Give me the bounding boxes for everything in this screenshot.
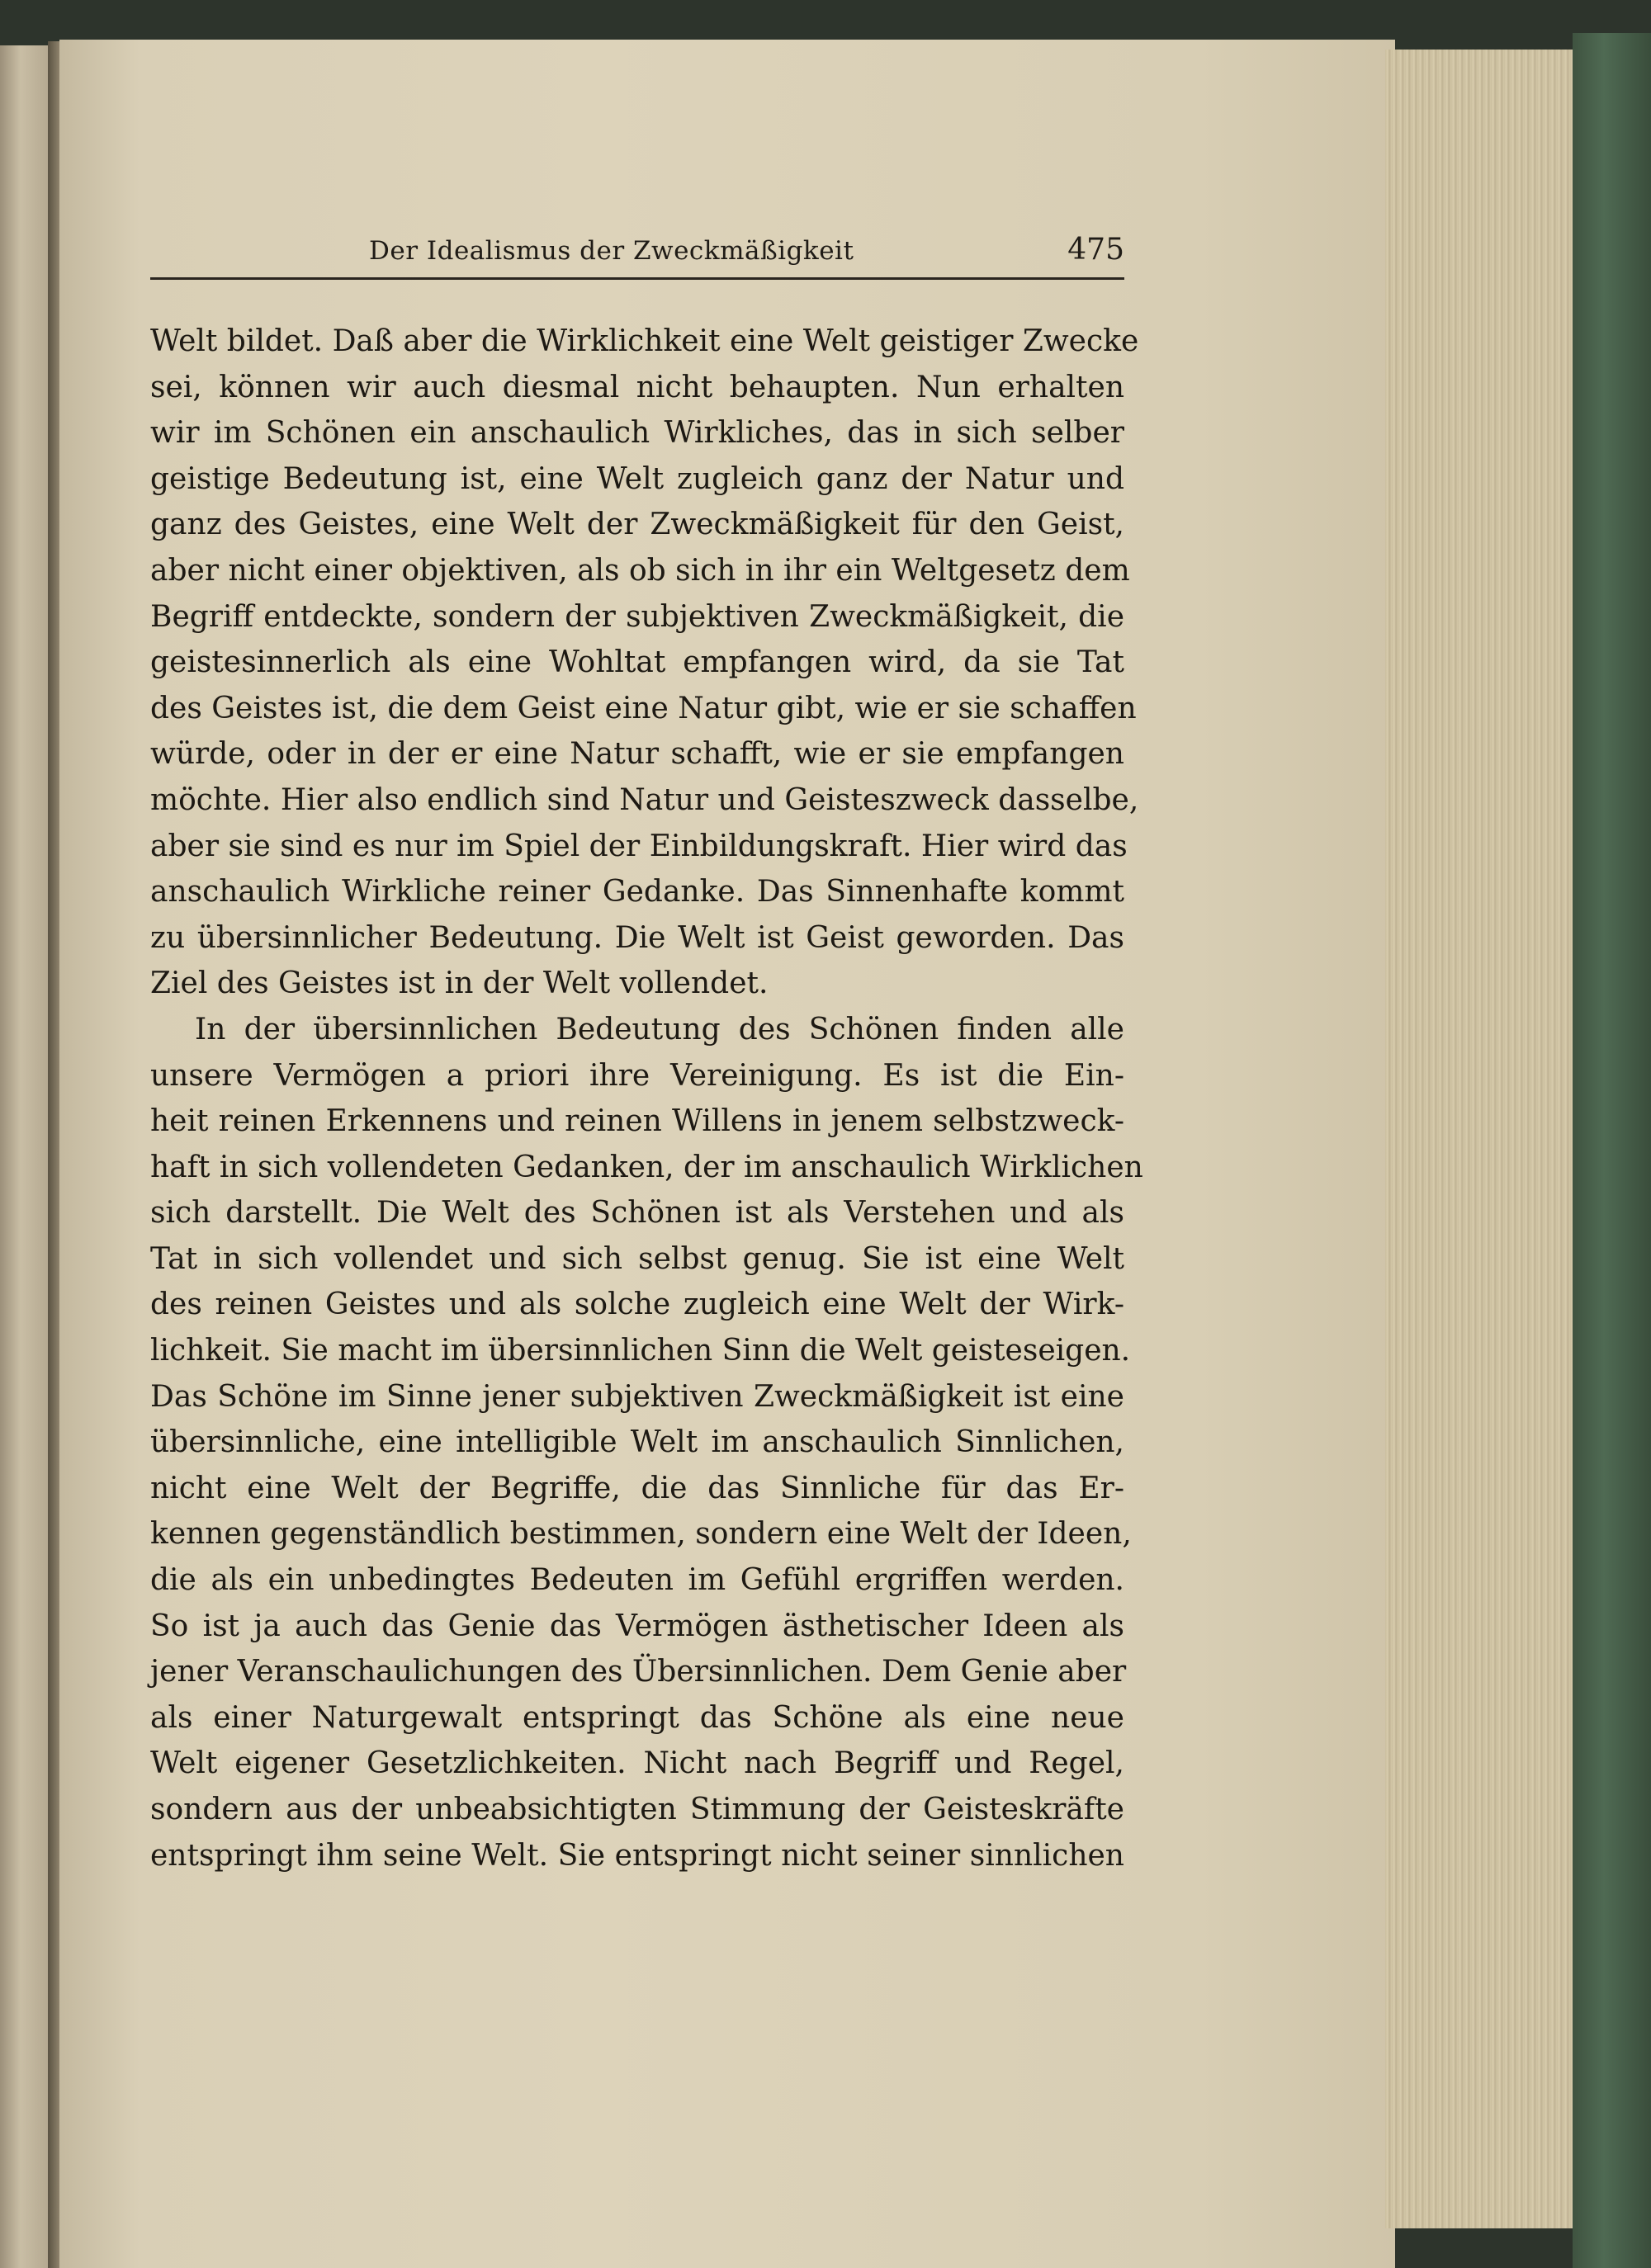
text-line: entspringt ihm seine Welt. Sie entspringt nicht seiner sinnlichen: [150, 1838, 1124, 1873]
text-line: sich darstellt. Die Welt des Schönen ist als Verstehen und als: [150, 1196, 1124, 1231]
text-line: lichkeit. Sie macht im übersinnlichen Sinn die Welt geisteseigen.: [150, 1334, 1131, 1368]
running-header-title: Der Idealismus der Zweckmäßigkeit: [369, 236, 854, 266]
text-line: sei, können wir auch diesmal nicht behaupten. Nun erhalten: [150, 370, 1124, 404]
text-line: haft in sich vollendeten Gedanken, der im anschaulich Wirklichen: [150, 1150, 1143, 1184]
text-line: jener Veranschaulichungen des Übersinnlichen. Dem Genie aber: [150, 1655, 1127, 1689]
text-line: Das Schöne im Sinne jener subjektiven Zweckmäßigkeit ist eine: [150, 1379, 1124, 1414]
text-line: des reinen Geistes und als solche zugleich eine Welt der Wirk-: [150, 1288, 1124, 1322]
text-line: sondern aus der unbeabsichtigten Stimmung der Geisteskräfte: [150, 1793, 1124, 1826]
text-line: geistesinnerlich als eine Wohltat empfangen wird, da sie Tat: [150, 645, 1124, 680]
running-header: [150, 229, 1124, 279]
text-line: als einer Naturgewalt entspringt das Schöne als eine neue: [150, 1700, 1124, 1735]
text-line: zu übersinnlicher Bedeutung. Die Welt ist Geist geworden. Das: [150, 920, 1124, 955]
text-line: möchte. Hier also endlich sind Natur und Geisteszweck dasselbe,: [150, 782, 1139, 817]
text-line: nicht eine Welt der Begriffe, die das Sinnliche für das Er-: [150, 1471, 1124, 1505]
text-line: die als ein unbedingtes Bedeuten im Gefühl ergriffen werden.: [150, 1563, 1124, 1598]
text-line: Welt eigener Gesetzlichkeiten. Nicht nach Begriff und Regel,: [150, 1746, 1124, 1781]
text-line: ganz des Geistes, eine Welt der Zweckmäßigkeit für den Geist,: [150, 508, 1124, 542]
text-line: heit reinen Erkennens und reinen Willens in jenem selbstzweck-: [150, 1104, 1124, 1139]
text-line: Welt bildet. Daß aber die Wirklichkeit eine Welt geistiger Zwecke: [150, 324, 1139, 358]
text-line: wir im Schönen ein anschaulich Wirkliches, das in sich selber: [150, 416, 1124, 451]
text-line-paragraph-start: In der übersinnlichen Bedeutung des Schönen finden alle: [195, 1012, 1124, 1047]
text-line: würde, oder in der er eine Natur schafft, wie er sie empfangen: [150, 737, 1124, 772]
text-line: unsere Vermögen a priori ihre Vereinigung. Es ist die Ein-: [150, 1058, 1124, 1093]
text-line: aber nicht einer objektiven, als ob sich in ihr ein Weltgesetz dem: [150, 553, 1130, 588]
text-line-paragraph-end: Ziel des Geistes ist in der Welt vollendet.: [150, 966, 769, 1001]
text-line: aber sie sind es nur im Spiel der Einbildungskraft. Hier wird das: [150, 829, 1128, 863]
header-rule: [150, 277, 1124, 280]
body-text: [150, 319, 1143, 1878]
text-line: geistige Bedeutung ist, eine Welt zugleich ganz der Natur und: [150, 461, 1124, 496]
text-line: Tat in sich vollendet und sich selbst genug. Sie ist eine Welt: [150, 1241, 1124, 1276]
text-line: So ist ja auch das Genie das Vermögen ästhetischer Ideen als: [150, 1609, 1124, 1643]
left-page-edge: [0, 45, 51, 2268]
page-number: 475: [1067, 233, 1124, 267]
text-line: kennen gegenständlich bestimmen, sondern eine Welt der Ideen,: [150, 1517, 1132, 1552]
text-line: Begriff entdeckte, sondern der subjektiven Zweckmäßigkeit, die: [150, 599, 1124, 634]
text-line: anschaulich Wirkliche reiner Gedanke. Das Sinnenhafte kommt: [150, 875, 1124, 910]
text-line: des Geistes ist, die dem Geist eine Natur gibt, wie er sie schaffen: [150, 691, 1137, 725]
book-cover-edge: [1573, 33, 1651, 2268]
text-line: übersinnliche, eine intelligible Welt im anschaulich Sinnlichen,: [150, 1425, 1124, 1460]
page-block-edges: [1385, 50, 1575, 2228]
